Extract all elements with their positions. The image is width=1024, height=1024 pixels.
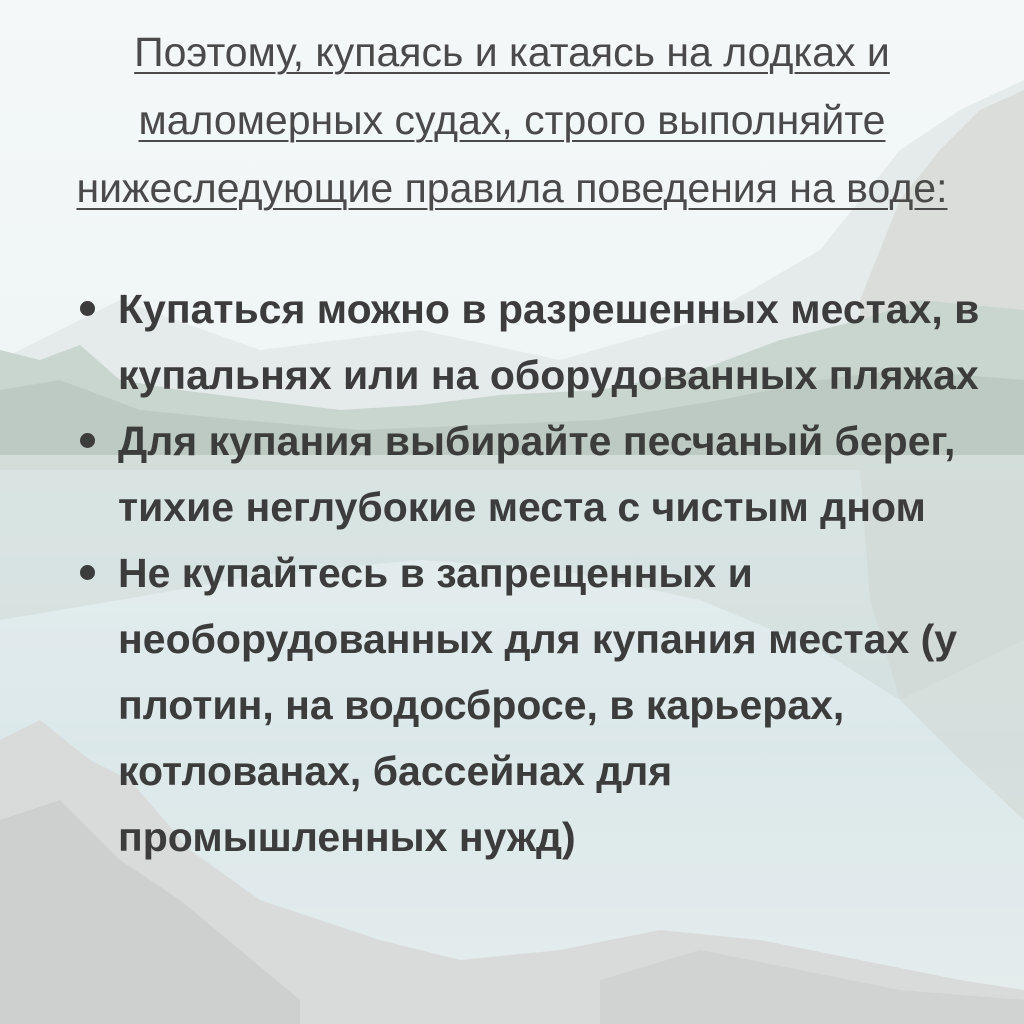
- rule-text: Купаться можно в разрешенных местах, в купальнях или на оборудованных пляжах: [118, 286, 980, 398]
- bullet-icon: [80, 301, 95, 316]
- bullet-icon: [80, 433, 95, 448]
- list-item: [80, 408, 980, 540]
- intro-heading: [40, 18, 984, 222]
- rule-text: Не купайтесь в запрещенных и необорудованных для купания местах (у плотин, на водосбросе, в карьерах, котлованах, бассейнах для промышленных нужд): [118, 550, 958, 860]
- rule-text: Для купания выбирайте песчаный берег, тихие неглубокие места с чистым дном: [118, 418, 956, 530]
- bullet-icon: [80, 565, 95, 580]
- rules-list: [80, 276, 980, 870]
- list-item: [80, 276, 980, 408]
- intro-text: Поэтому, купаясь и катаясь на лодках и маломерных судах, строго выполняйте нижеследующие правила поведения на воде:: [76, 29, 948, 211]
- list-item: [80, 540, 980, 870]
